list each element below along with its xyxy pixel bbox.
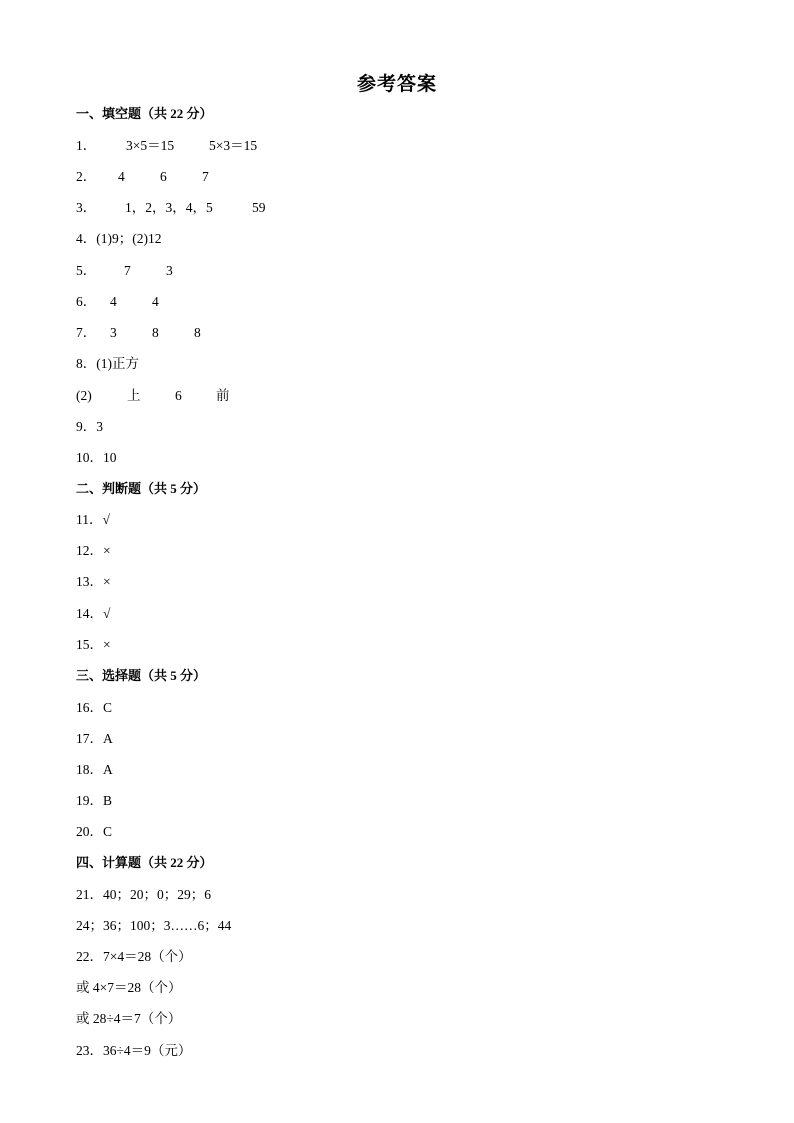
answer-q17: 17．A xyxy=(76,731,113,746)
answer-q18: 18．A xyxy=(76,762,113,777)
answer-part: 前 xyxy=(216,388,230,403)
answer-q12: 12．× xyxy=(76,543,111,558)
answer-part: 上 xyxy=(127,388,141,403)
answer-q14: 14．√ xyxy=(76,606,111,621)
answer-q19: 19．B xyxy=(76,793,113,808)
answer-q8-part1: 8．(1)正方 xyxy=(76,356,139,371)
answer-q22-line1: 22．7×4＝28（个） xyxy=(76,949,192,964)
answer-q7 xyxy=(76,324,201,342)
section-heading-true-false: 二、判断题（共 5 分） xyxy=(76,481,207,496)
answer-q21-line2: 24；36；100；3……6；44 xyxy=(76,918,232,933)
page-title: 参考答案 xyxy=(356,74,437,95)
answer-part: 7 xyxy=(202,169,209,184)
answer-q4: 4．(1)9；(2)12 xyxy=(76,231,162,246)
answer-part: 4 xyxy=(110,294,117,309)
answer-q23: 23．36÷4＝9（元） xyxy=(76,1043,192,1058)
answer-part: 8 xyxy=(152,325,159,340)
answer-q22-line2: 或 4×7＝28（个） xyxy=(76,980,182,995)
answer-q13: 13．× xyxy=(76,574,111,589)
question-number: 7． xyxy=(76,325,97,340)
answer-part: 6 xyxy=(160,169,167,184)
answer-part: 3 xyxy=(166,263,173,278)
answer-q10: 10．10 xyxy=(76,450,117,465)
sub-question-label: (2) xyxy=(76,388,92,403)
answer-q2 xyxy=(76,168,209,186)
answer-part: 3×5＝15 xyxy=(126,138,175,153)
question-number: 5． xyxy=(76,263,97,278)
answer-q3 xyxy=(76,199,266,217)
answer-part: 59 xyxy=(252,200,266,215)
question-number: 6． xyxy=(76,294,97,309)
answer-q11: 11．√ xyxy=(76,512,110,527)
answer-part: 8 xyxy=(194,325,201,340)
answer-q15: 15．× xyxy=(76,637,111,652)
answer-q8-part2 xyxy=(76,387,230,405)
answer-part: 4 xyxy=(118,169,125,184)
section-heading-fill-in: 一、填空题（共 22 分） xyxy=(76,106,213,121)
answer-part: 7 xyxy=(124,263,131,278)
answer-q5 xyxy=(76,262,173,280)
question-number: 2． xyxy=(76,169,97,184)
answer-part: 3 xyxy=(110,325,117,340)
question-number: 3． xyxy=(76,200,97,215)
question-number: 1． xyxy=(76,138,97,153)
answer-part: 5×3＝15 xyxy=(209,138,258,153)
answer-part: 1，2，3，4，5 xyxy=(125,200,213,215)
answer-q21-line1: 21．40；20；0；29；6 xyxy=(76,887,211,902)
answer-q20: 20．C xyxy=(76,824,113,839)
answer-q22-line3: 或 28÷4＝7（个） xyxy=(76,1011,182,1026)
answer-q16: 16．C xyxy=(76,700,113,715)
section-heading-calculation: 四、计算题（共 22 分） xyxy=(76,855,213,870)
answer-part: 6 xyxy=(175,388,182,403)
answer-q6 xyxy=(76,293,159,311)
answer-q1 xyxy=(76,137,258,155)
answer-q9: 9．3 xyxy=(76,419,103,434)
answer-part: 4 xyxy=(152,294,159,309)
section-heading-multiple-choice: 三、选择题（共 5 分） xyxy=(76,668,207,683)
